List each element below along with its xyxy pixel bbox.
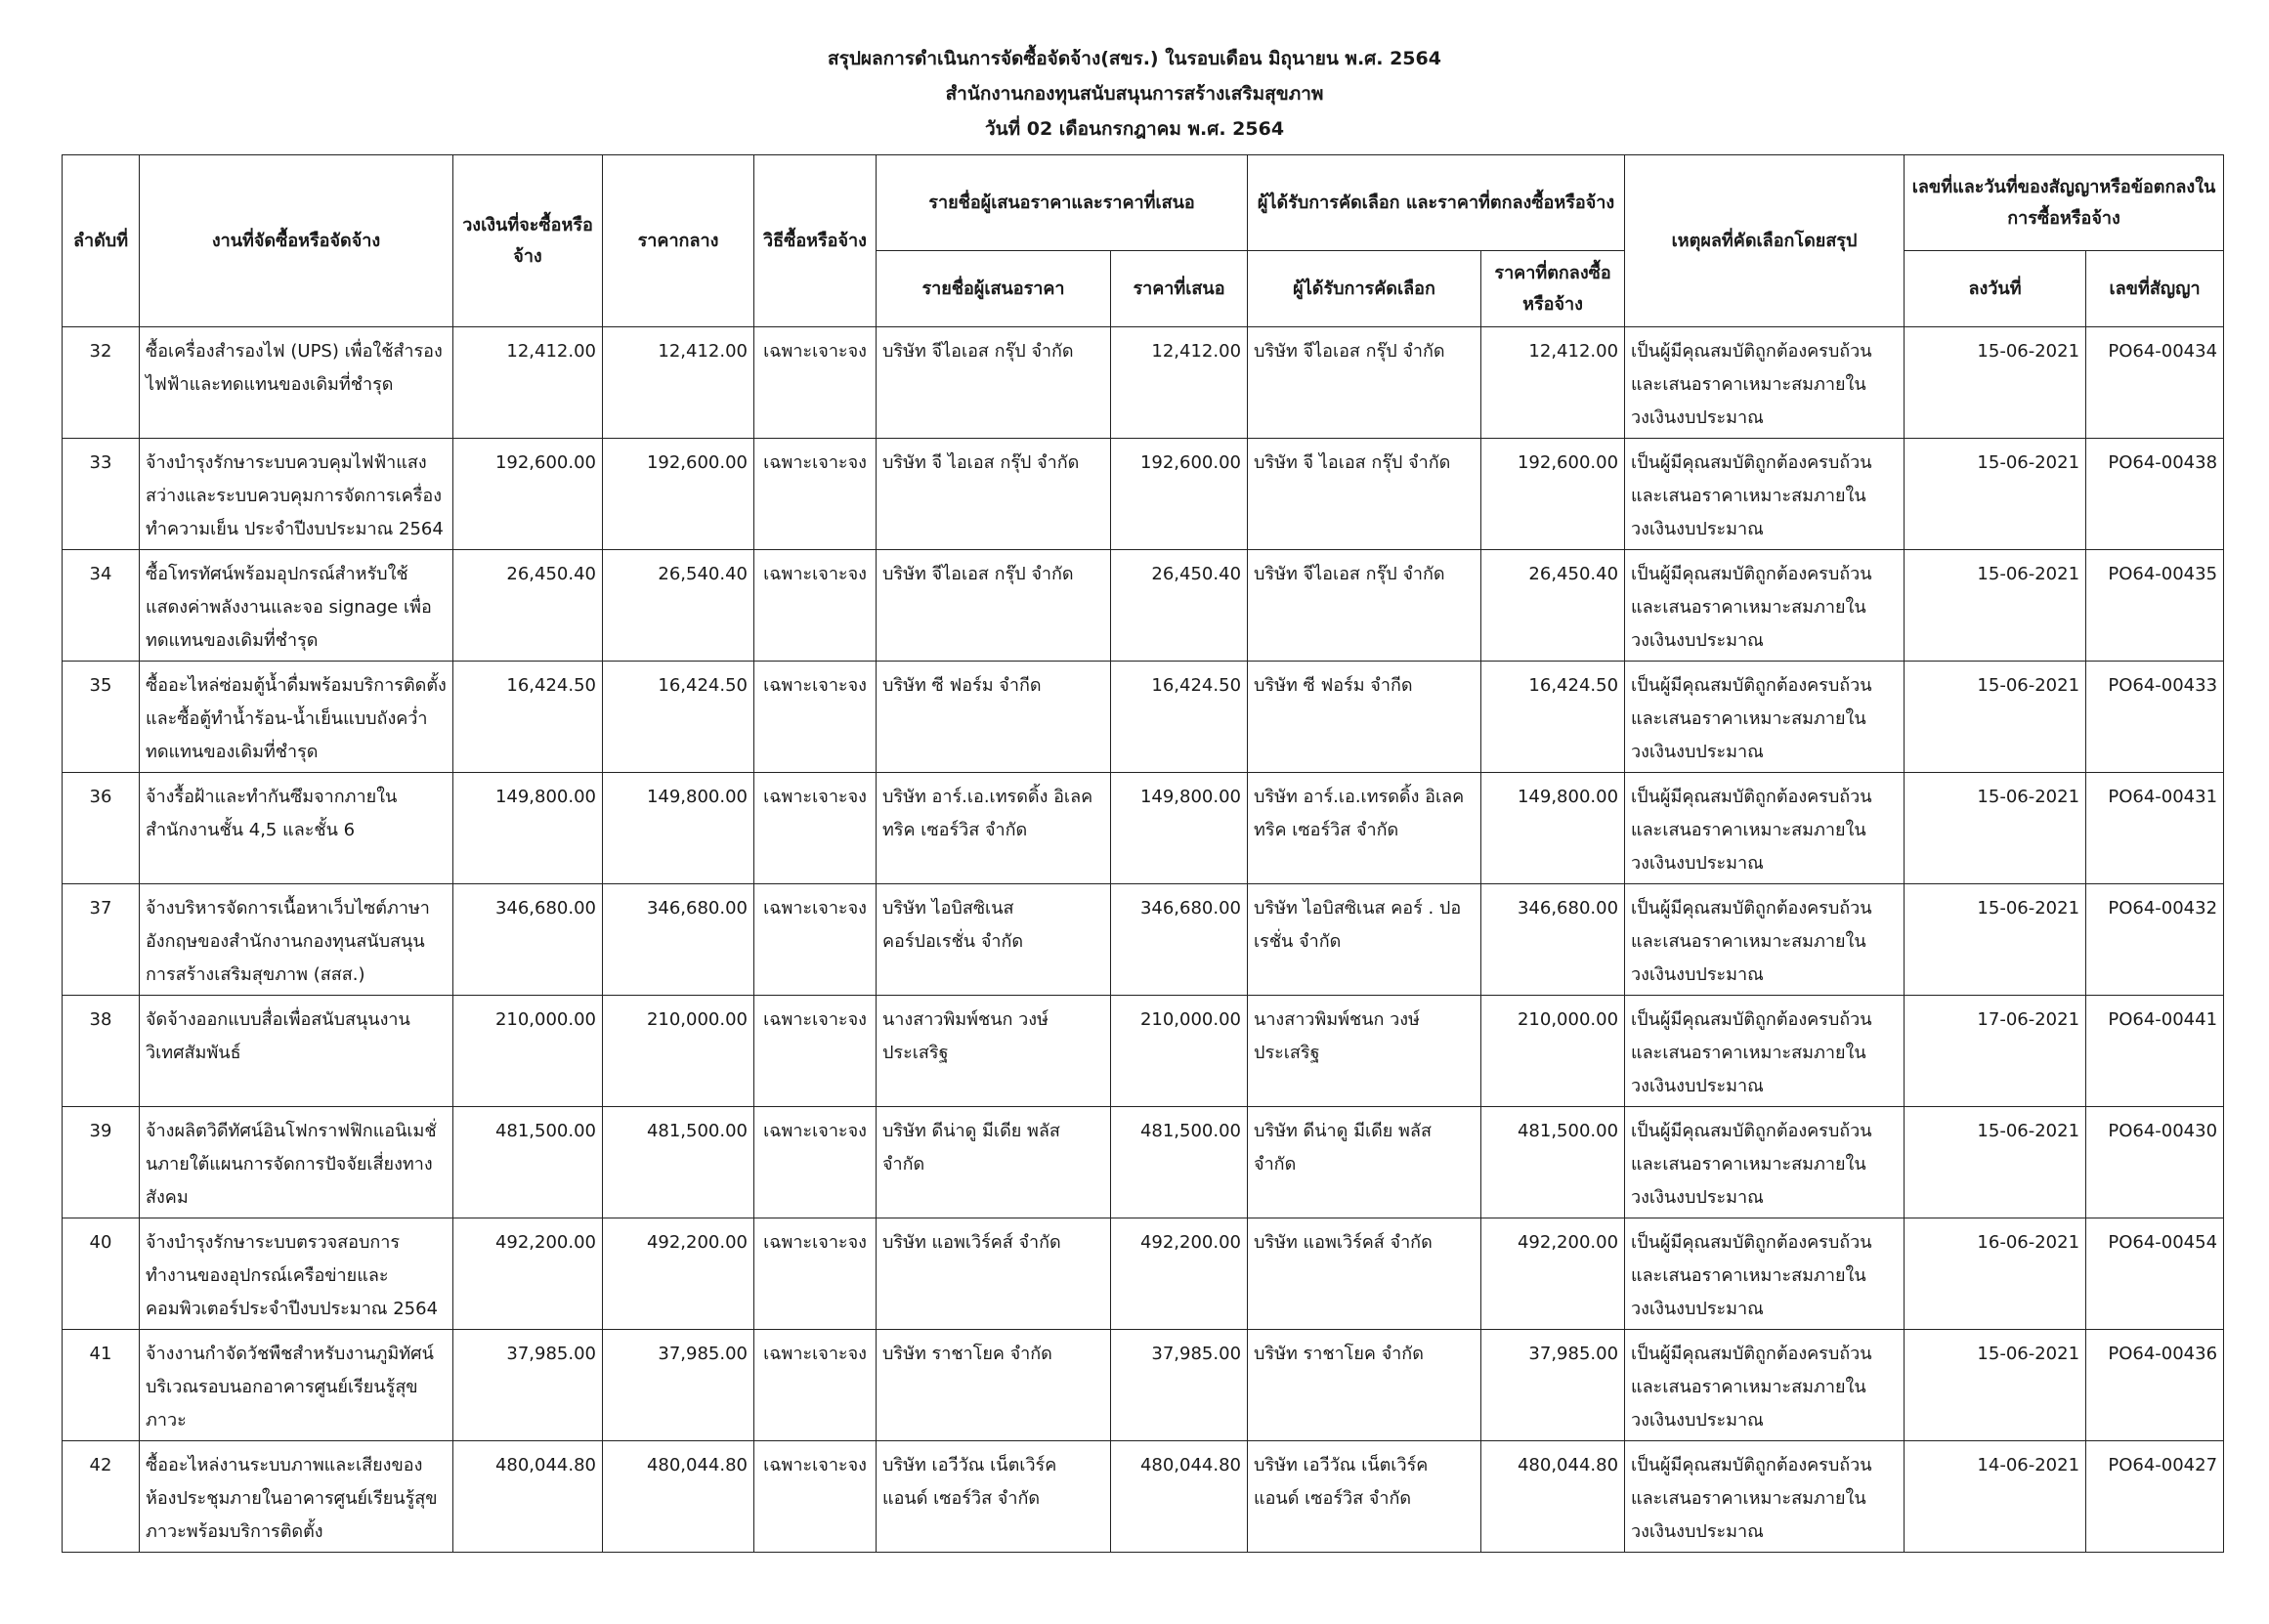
col-header-bidders-group: รายชื่อผู้เสนอราคาและราคาที่เสนอ xyxy=(877,155,1248,251)
row-median-price: 12,412.00 xyxy=(603,327,754,439)
row-agreed-price: 346,680.00 xyxy=(1481,884,1625,996)
row-agreed-price: 37,985.00 xyxy=(1481,1330,1625,1441)
row-reason: เป็นผู้มีคุณสมบัติถูกต้องครบถ้วนและเสนอราคาเหมาะสมภายในวงเงินงบประมาณ xyxy=(1625,1218,1905,1330)
row-bidder: บริษัท เอวีวัณ เน็ตเวิร์ค แอนด์ เซอร์วิส จำกัด xyxy=(877,1441,1111,1553)
row-method: เฉพาะเจาะจง xyxy=(754,1330,877,1441)
row-selected: บริษัท ซี ฟอร์ม จำกีด xyxy=(1248,662,1481,773)
table-row xyxy=(63,1441,2224,1553)
row-bid-price: 481,500.00 xyxy=(1111,1107,1248,1218)
row-budget: 481,500.00 xyxy=(453,1107,603,1218)
row-method: เฉพาะเจาะจง xyxy=(754,439,877,550)
row-bid-price: 12,412.00 xyxy=(1111,327,1248,439)
row-method: เฉพาะเจาะจง xyxy=(754,550,877,662)
row-bid-price: 480,044.80 xyxy=(1111,1441,1248,1553)
row-bidder: บริษัท แอพเวิร์คส์ จำกัด xyxy=(877,1218,1111,1330)
row-budget: 210,000.00 xyxy=(453,996,603,1107)
row-bidder: นางสาวพิมพ์ชนก วงษ์ประเสริฐ xyxy=(877,996,1111,1107)
row-number: 42 xyxy=(63,1441,140,1553)
col-header-item: งานที่จัดซื้อหรือจัดจ้าง xyxy=(140,155,453,327)
row-agreed-price: 492,200.00 xyxy=(1481,1218,1625,1330)
row-number: 34 xyxy=(63,550,140,662)
row-number: 33 xyxy=(63,439,140,550)
row-bidder: บริษัท ซี ฟอร์ม จำกีด xyxy=(877,662,1111,773)
row-median-price: 16,424.50 xyxy=(603,662,754,773)
row-date: 17-06-2021 xyxy=(1905,996,2086,1107)
row-method: เฉพาะเจาะจง xyxy=(754,662,877,773)
row-contract-no: PO64-00432 xyxy=(2086,884,2224,996)
row-date: 15-06-2021 xyxy=(1905,773,2086,884)
table-row xyxy=(63,1107,2224,1218)
row-contract-no: PO64-00441 xyxy=(2086,996,2224,1107)
row-reason: เป็นผู้มีคุณสมบัติถูกต้องครบถ้วนและเสนอราคาเหมาะสมภายในวงเงินงบประมาณ xyxy=(1625,884,1905,996)
table-row xyxy=(63,439,2224,550)
row-number: 32 xyxy=(63,327,140,439)
row-bidder: บริษัท ไอบิสซิเนส คอร์ปอเรชั่น จำกัด xyxy=(877,884,1111,996)
row-contract-no: PO64-00436 xyxy=(2086,1330,2224,1441)
row-agreed-price: 12,412.00 xyxy=(1481,327,1625,439)
row-bidder: บริษัท จีไอเอส กรุ๊ป จำกัด xyxy=(877,327,1111,439)
row-number: 38 xyxy=(63,996,140,1107)
row-selected: นางสาวพิมพ์ชนก วงษ์ประเสริฐ xyxy=(1248,996,1481,1107)
table-row xyxy=(63,327,2224,439)
row-method: เฉพาะเจาะจง xyxy=(754,773,877,884)
row-bidder: บริษัท จี ไอเอส กรุ๊ป จำกัด xyxy=(877,439,1111,550)
row-method: เฉพาะเจาะจง xyxy=(754,1107,877,1218)
row-item: จัดจ้างออกแบบสื่อเพื่อสนับสนุนงานวิเทศสัมพันธ์ xyxy=(140,996,453,1107)
row-agreed-price: 192,600.00 xyxy=(1481,439,1625,550)
row-item: ซื้อโทรทัศน์พร้อมอุปกรณ์สำหรับใช้แสดงค่าพลังงานและจอ signage เพื่อทดแทนของเดิมที่ชำรุด xyxy=(140,550,453,662)
row-median-price: 192,600.00 xyxy=(603,439,754,550)
col-header-agreed-price: ราคาที่ตกลงซื้อหรือจ้าง xyxy=(1481,251,1625,327)
row-median-price: 37,985.00 xyxy=(603,1330,754,1441)
col-header-date: ลงวันที่ xyxy=(1905,251,2086,327)
table-row xyxy=(63,884,2224,996)
row-item: จ้างรื้อฝ้าและทำกันซึมจากภายในสำนักงานชั้น 4,5 และชั้น 6 xyxy=(140,773,453,884)
row-budget: 16,424.50 xyxy=(453,662,603,773)
row-selected: บริษัท จีไอเอส กรุ๊ป จำกัด xyxy=(1248,327,1481,439)
row-contract-no: PO64-00434 xyxy=(2086,327,2224,439)
row-method: เฉพาะเจาะจง xyxy=(754,1441,877,1553)
row-item: จ้างบำรุงรักษาระบบตรวจสอบการทำงานของอุปกรณ์เครือข่ายและคอมพิวเตอร์ประจำปีงบประมาณ 2564 xyxy=(140,1218,453,1330)
row-reason: เป็นผู้มีคุณสมบัติถูกต้องครบถ้วนและเสนอราคาเหมาะสมภายในวงเงินงบประมาณ xyxy=(1625,773,1905,884)
row-bid-price: 346,680.00 xyxy=(1111,884,1248,996)
row-selected: บริษัท จีไอเอส กรุ๊ป จำกัด xyxy=(1248,550,1481,662)
row-median-price: 481,500.00 xyxy=(603,1107,754,1218)
row-date: 15-06-2021 xyxy=(1905,327,2086,439)
row-reason: เป็นผู้มีคุณสมบัติถูกต้องครบถ้วนและเสนอราคาเหมาะสมภายในวงเงินงบประมาณ xyxy=(1625,550,1905,662)
col-header-bidder: รายชื่อผู้เสนอราคา xyxy=(877,251,1111,327)
row-median-price: 26,540.40 xyxy=(603,550,754,662)
row-reason: เป็นผู้มีคุณสมบัติถูกต้องครบถ้วนและเสนอราคาเหมาะสมภายในวงเงินงบประมาณ xyxy=(1625,996,1905,1107)
row-bid-price: 37,985.00 xyxy=(1111,1330,1248,1441)
row-reason: เป็นผู้มีคุณสมบัติถูกต้องครบถ้วนและเสนอราคาเหมาะสมภายในวงเงินงบประมาณ xyxy=(1625,1330,1905,1441)
row-budget: 37,985.00 xyxy=(453,1330,603,1441)
row-budget: 12,412.00 xyxy=(453,327,603,439)
row-agreed-price: 481,500.00 xyxy=(1481,1107,1625,1218)
table-row xyxy=(63,773,2224,884)
table-row xyxy=(63,662,2224,773)
row-bid-price: 492,200.00 xyxy=(1111,1218,1248,1330)
col-header-selected-group: ผู้ได้รับการคัดเลือก และราคาที่ตกลงซื้อหรือจ้าง xyxy=(1248,155,1625,251)
row-budget: 492,200.00 xyxy=(453,1218,603,1330)
row-reason: เป็นผู้มีคุณสมบัติถูกต้องครบถ้วนและเสนอราคาเหมาะสมภายในวงเงินงบประมาณ xyxy=(1625,1441,1905,1553)
organization-name: สำนักงานกองทุนสนับสนุนการสร้างเสริมสุขภาพ xyxy=(945,83,1324,105)
row-date: 15-06-2021 xyxy=(1905,439,2086,550)
row-item: ซื้อเครื่องสำรองไฟ (UPS) เพื่อใช้สำรองไฟฟ้าและทดแทนของเดิมที่ชำรุด xyxy=(140,327,453,439)
row-contract-no: PO64-00454 xyxy=(2086,1218,2224,1330)
row-contract-no: PO64-00435 xyxy=(2086,550,2224,662)
row-reason: เป็นผู้มีคุณสมบัติถูกต้องครบถ้วนและเสนอราคาเหมาะสมภายในวงเงินงบประมาณ xyxy=(1625,327,1905,439)
row-agreed-price: 16,424.50 xyxy=(1481,662,1625,773)
row-date: 15-06-2021 xyxy=(1905,662,2086,773)
row-item: ซื้ออะไหล่งานระบบภาพและเสียงของห้องประชุมภายในอาคารศูนย์เรียนรู้สุขภาวะพร้อมบริการติดตั้ง xyxy=(140,1441,453,1553)
row-number: 36 xyxy=(63,773,140,884)
row-reason: เป็นผู้มีคุณสมบัติถูกต้องครบถ้วนและเสนอราคาเหมาะสมภายในวงเงินงบประมาณ xyxy=(1625,439,1905,550)
col-header-method: วิธีซื้อหรือจ้าง xyxy=(754,155,877,327)
col-header-contract-no: เลขที่สัญญา xyxy=(2086,251,2224,327)
row-item: จ้างบำรุงรักษาระบบควบคุมไฟฟ้าแสงสว่างและระบบควบคุมการจัดการเครื่องทำความเย็น ประจำปีงบประมาณ 2564 xyxy=(140,439,453,550)
row-method: เฉพาะเจาะจง xyxy=(754,327,877,439)
row-median-price: 480,044.80 xyxy=(603,1441,754,1553)
row-bidder: บริษัท ราชาโยค จำกัด xyxy=(877,1330,1111,1441)
col-header-selected: ผู้ได้รับการคัดเลือก xyxy=(1248,251,1481,327)
row-item: ซื้ออะไหล่ซ่อมตู้น้ำดื่มพร้อมบริการติดตั้งและซื้อตู้ทำน้ำร้อน-น้ำเย็นแบบถังคว่ำทดแทนของเดิมที่ชำรุด xyxy=(140,662,453,773)
row-selected: บริษัท จี ไอเอส กรุ๊ป จำกัด xyxy=(1248,439,1481,550)
row-contract-no: PO64-00431 xyxy=(2086,773,2224,884)
col-header-bid-price: ราคาที่เสนอ xyxy=(1111,251,1248,327)
table-row xyxy=(63,996,2224,1107)
row-budget: 149,800.00 xyxy=(453,773,603,884)
document-date: วันที่ 02 เดือนกรกฎาคม พ.ศ. 2564 xyxy=(984,118,1285,140)
row-bid-price: 149,800.00 xyxy=(1111,773,1248,884)
row-bidder: บริษัท อาร์.เอ.เทรดดิ้ง อิเลคทริค เซอร์วิส จำกัด xyxy=(877,773,1111,884)
table-body xyxy=(63,327,2224,1553)
row-item: จ้างผลิตวิดีทัศน์อินโฟกราฟฟิกแอนิเมชั่นภายใต้แผนการจัดการปัจจัยเสี่ยงทางสังคม xyxy=(140,1107,453,1218)
row-budget: 26,450.40 xyxy=(453,550,603,662)
row-date: 15-06-2021 xyxy=(1905,550,2086,662)
row-number: 39 xyxy=(63,1107,140,1218)
row-number: 37 xyxy=(63,884,140,996)
row-median-price: 149,800.00 xyxy=(603,773,754,884)
row-bidder: บริษัท ดีน่าดู มีเดีย พลัส จำกัด xyxy=(877,1107,1111,1218)
row-reason: เป็นผู้มีคุณสมบัติถูกต้องครบถ้วนและเสนอราคาเหมาะสมภายในวงเงินงบประมาณ xyxy=(1625,1107,1905,1218)
row-median-price: 210,000.00 xyxy=(603,996,754,1107)
row-selected: บริษัท ไอบิสซิเนส คอร์ . ปอเรชั่น จำกัด xyxy=(1248,884,1481,996)
row-agreed-price: 26,450.40 xyxy=(1481,550,1625,662)
row-date: 15-06-2021 xyxy=(1905,1107,2086,1218)
row-agreed-price: 480,044.80 xyxy=(1481,1441,1625,1553)
row-bidder: บริษัท จีไอเอส กรุ๊ป จำกัด xyxy=(877,550,1111,662)
table-row xyxy=(63,1218,2224,1330)
row-agreed-price: 149,800.00 xyxy=(1481,773,1625,884)
row-item: จ้างงานกำจัดวัชพืชสำหรับงานภูมิทัศน์บริเวณรอบนอกอาคารศูนย์เรียนรู้สุขภาวะ xyxy=(140,1330,453,1441)
row-date: 16-06-2021 xyxy=(1905,1218,2086,1330)
row-selected: บริษัท แอพเวิร์คส์ จำกัด xyxy=(1248,1218,1481,1330)
row-median-price: 346,680.00 xyxy=(603,884,754,996)
row-date: 14-06-2021 xyxy=(1905,1441,2086,1553)
row-contract-no: PO64-00438 xyxy=(2086,439,2224,550)
row-selected: บริษัท อาร์.เอ.เทรดดิ้ง อิเลคทริค เซอร์วิส จำกัด xyxy=(1248,773,1481,884)
document-title: สรุปผลการดำเนินการจัดซื้อจัดจ้าง(สขร.) ในรอบเดือน มิถุนายน พ.ศ. 2564 xyxy=(828,48,1441,69)
row-median-price: 492,200.00 xyxy=(603,1218,754,1330)
col-header-contract-group: เลขที่และวันที่ของสัญญาหรือข้อตกลงในการซื้อหรือจ้าง xyxy=(1905,155,2224,251)
row-bid-price: 192,600.00 xyxy=(1111,439,1248,550)
col-header-budget: วงเงินที่จะซื้อหรือจ้าง xyxy=(453,155,603,327)
row-contract-no: PO64-00430 xyxy=(2086,1107,2224,1218)
row-selected: บริษัท ราชาโยค จำกัด xyxy=(1248,1330,1481,1441)
row-selected: บริษัท ดีน่าดู มีเดีย พลัส จำกัด xyxy=(1248,1107,1481,1218)
row-item: จ้างบริหารจัดการเนื้อหาเว็บไซต์ภาษาอังกฤษของสำนักงานกองทุนสนับสนุนการสร้างเสริมสุขภาพ (สสส.) xyxy=(140,884,453,996)
row-bid-price: 26,450.40 xyxy=(1111,550,1248,662)
row-number: 41 xyxy=(63,1330,140,1441)
row-number: 35 xyxy=(63,662,140,773)
row-budget: 480,044.80 xyxy=(453,1441,603,1553)
col-header-reason: เหตุผลที่คัดเลือกโดยสรุป xyxy=(1625,155,1905,327)
row-method: เฉพาะเจาะจง xyxy=(754,1218,877,1330)
row-budget: 346,680.00 xyxy=(453,884,603,996)
procurement-table xyxy=(62,154,2224,1553)
row-bid-price: 210,000.00 xyxy=(1111,996,1248,1107)
row-agreed-price: 210,000.00 xyxy=(1481,996,1625,1107)
row-date: 15-06-2021 xyxy=(1905,1330,2086,1441)
row-contract-no: PO64-00433 xyxy=(2086,662,2224,773)
row-bid-price: 16,424.50 xyxy=(1111,662,1248,773)
row-date: 15-06-2021 xyxy=(1905,884,2086,996)
row-number: 40 xyxy=(63,1218,140,1330)
row-reason: เป็นผู้มีคุณสมบัติถูกต้องครบถ้วนและเสนอราคาเหมาะสมภายในวงเงินงบประมาณ xyxy=(1625,662,1905,773)
row-budget: 192,600.00 xyxy=(453,439,603,550)
row-contract-no: PO64-00427 xyxy=(2086,1441,2224,1553)
table-row xyxy=(63,550,2224,662)
row-method: เฉพาะเจาะจง xyxy=(754,884,877,996)
col-header-no: ลำดับที่ xyxy=(63,155,140,327)
table-row xyxy=(63,1330,2224,1441)
row-selected: บริษัท เอวีวัณ เน็ตเวิร์ค แอนด์ เซอร์วิส จำกัด xyxy=(1248,1441,1481,1553)
row-method: เฉพาะเจาะจง xyxy=(754,996,877,1107)
col-header-median-price: ราคากลาง xyxy=(603,155,754,327)
